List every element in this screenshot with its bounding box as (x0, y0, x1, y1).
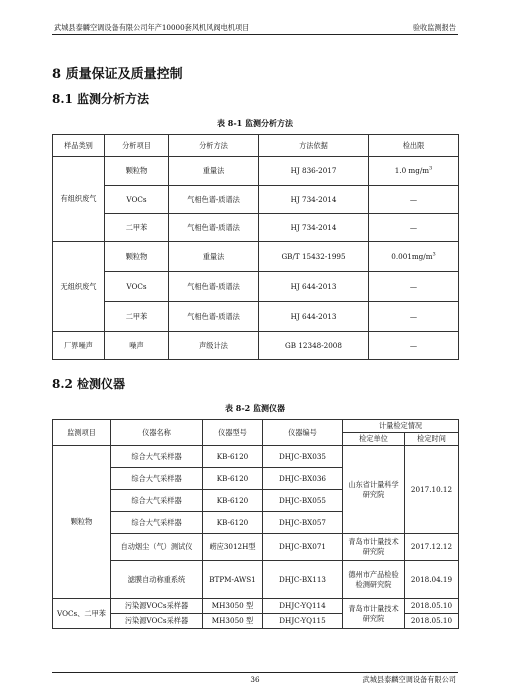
cell: 滤膜自动称重系统 (111, 561, 203, 599)
table-8-1-caption: 表 8-1 监测分析方法 (216, 118, 294, 128)
cell: HJ 836-2017 (259, 157, 369, 186)
calib-unit-cell: 青岛市计量技术研究院 (343, 534, 405, 561)
cell: VOCs (105, 272, 169, 302)
table-row (53, 332, 459, 360)
instrument-table (52, 419, 459, 629)
section-8-heading: 8 质量保证及质量控制 (52, 67, 183, 82)
cell: — (369, 272, 459, 302)
calib-date-cell: 2018.05.10 (405, 614, 459, 629)
cell: 污染源VOCs采样器 (111, 599, 203, 614)
cell: DHJC-YQ114 (263, 599, 343, 614)
item-cell: 颗粒物 (53, 446, 111, 599)
calib-date-cell: 2017.10.12 (405, 446, 459, 534)
footer-company: 武城县泰麟空调设备有限公司 (362, 675, 456, 684)
cell: HJ 734-2014 (259, 214, 369, 242)
cell: KB-6120 (203, 446, 263, 468)
limit-value: 1.0 mg/m (394, 166, 430, 175)
cell: 噪声 (105, 332, 169, 360)
cell: DHJC-BX055 (263, 490, 343, 512)
limit-exponent: 3 (432, 251, 436, 258)
cell: MH3050 型 (203, 599, 263, 614)
calib-unit-cell: 山东省计量科学研究院 (343, 446, 405, 534)
cell: 综合大气采样器 (111, 468, 203, 490)
category-cell: 厂界噪声 (53, 332, 105, 360)
cell: HJ 734-2014 (259, 186, 369, 214)
limit-value: 0.001mg/m (391, 251, 433, 261)
page-number: 36 (250, 675, 260, 684)
cell: 重量法 (169, 157, 259, 186)
cell: DHJC-BX113 (263, 561, 343, 599)
cell: 颗粒物 (105, 242, 169, 272)
cell: 气相色谱-质谱法 (169, 186, 259, 214)
cell: 自动烟尘（气）测试仪 (111, 534, 203, 561)
cell: DHJC-BX035 (263, 446, 343, 468)
header-cell: 方法依据 (259, 135, 369, 157)
header-cell: 检定时间 (405, 433, 459, 446)
section-8-1-heading: 8.1 监测分析方法 (52, 92, 150, 106)
header-cell: 检出限 (369, 135, 459, 157)
cell: 声级计法 (169, 332, 259, 360)
cell: — (369, 186, 459, 214)
header-project-title: 武城县泰麟空调设备有限公司年产10000套风机风阀电机项目 (54, 23, 250, 32)
calib-date-cell: 2017.12.12 (405, 534, 459, 561)
cell: 二甲苯 (105, 302, 169, 332)
cell: KB-6120 (203, 468, 263, 490)
table-row (53, 242, 459, 272)
header-report-type: 验收监测报告 (412, 23, 456, 32)
cell: DHJC-BX071 (263, 534, 343, 561)
header-cell: 计量检定情况 (343, 420, 459, 433)
category-cell: 有组织废气 (53, 157, 105, 242)
cell: DHJC-YQ115 (263, 614, 343, 629)
header-cell: 检定单位 (343, 433, 405, 446)
cell: HJ 644-2013 (259, 302, 369, 332)
category-cell: 无组织废气 (53, 242, 105, 332)
table-row (53, 186, 459, 214)
table-row (53, 446, 459, 468)
cell: 污染源VOCs采样器 (111, 614, 203, 629)
table-row (53, 272, 459, 302)
cell: KB-6120 (203, 490, 263, 512)
cell: 综合大气采样器 (111, 490, 203, 512)
header-cell: 监测项目 (53, 420, 111, 446)
cell: DHJC-BX057 (263, 512, 343, 534)
cell: 综合大气采样器 (111, 446, 203, 468)
page-footer (52, 672, 458, 685)
cell: 颗粒物 (105, 157, 169, 186)
table-header-row (53, 420, 459, 433)
cell: KB-6120 (203, 512, 263, 534)
cell: BTPM-AWS1 (203, 561, 263, 599)
header-cell: 样品类别 (53, 135, 105, 157)
header-cell: 分析项目 (105, 135, 169, 157)
cell: HJ 644-2013 (259, 272, 369, 302)
cell: — (369, 302, 459, 332)
table-row (53, 561, 459, 599)
header-cell: 分析方法 (169, 135, 259, 157)
cell: 气相色谱-质谱法 (169, 302, 259, 332)
calib-date-cell: 2018.05.10 (405, 599, 459, 614)
table-row (53, 599, 459, 614)
calib-unit-cell: 德州市产品检验检测研究院 (343, 561, 405, 599)
cell: 二甲苯 (105, 214, 169, 242)
cell: GB/T 15432-1995 (259, 242, 369, 272)
cell: DHJC-BX036 (263, 468, 343, 490)
page-header (52, 22, 458, 35)
cell (369, 157, 459, 186)
table-header-row (53, 135, 459, 157)
cell (369, 242, 459, 272)
section-8-2-heading: 8.2 检测仪器 (52, 377, 126, 391)
cell: 重量法 (169, 242, 259, 272)
cell: 综合大气采样器 (111, 512, 203, 534)
cell: 气相色谱-质谱法 (169, 214, 259, 242)
table-8-2-caption: 表 8-2 监测仪器 (224, 403, 286, 413)
cell: VOCs (105, 186, 169, 214)
table-row (53, 534, 459, 561)
header-cell: 仪器名称 (111, 420, 203, 446)
cell: 气相色谱-质谱法 (169, 272, 259, 302)
cell: — (369, 214, 459, 242)
table-row (53, 214, 459, 242)
header-cell: 仪器编号 (263, 420, 343, 446)
analysis-method-table (52, 134, 459, 360)
header-cell: 仪器型号 (203, 420, 263, 446)
table-row (53, 157, 459, 186)
cell: — (369, 332, 459, 360)
cell: 崂应3012H型 (203, 534, 263, 561)
cell: GB 12348-2008 (259, 332, 369, 360)
table-row (53, 302, 459, 332)
limit-exponent: 3 (429, 165, 433, 172)
calib-unit-cell: 青岛市计量技术研究院 (343, 599, 405, 629)
cell: MH3050 型 (203, 614, 263, 629)
calib-date-cell: 2018.04.19 (405, 561, 459, 599)
item-cell: VOCs、二甲苯 (53, 599, 111, 629)
